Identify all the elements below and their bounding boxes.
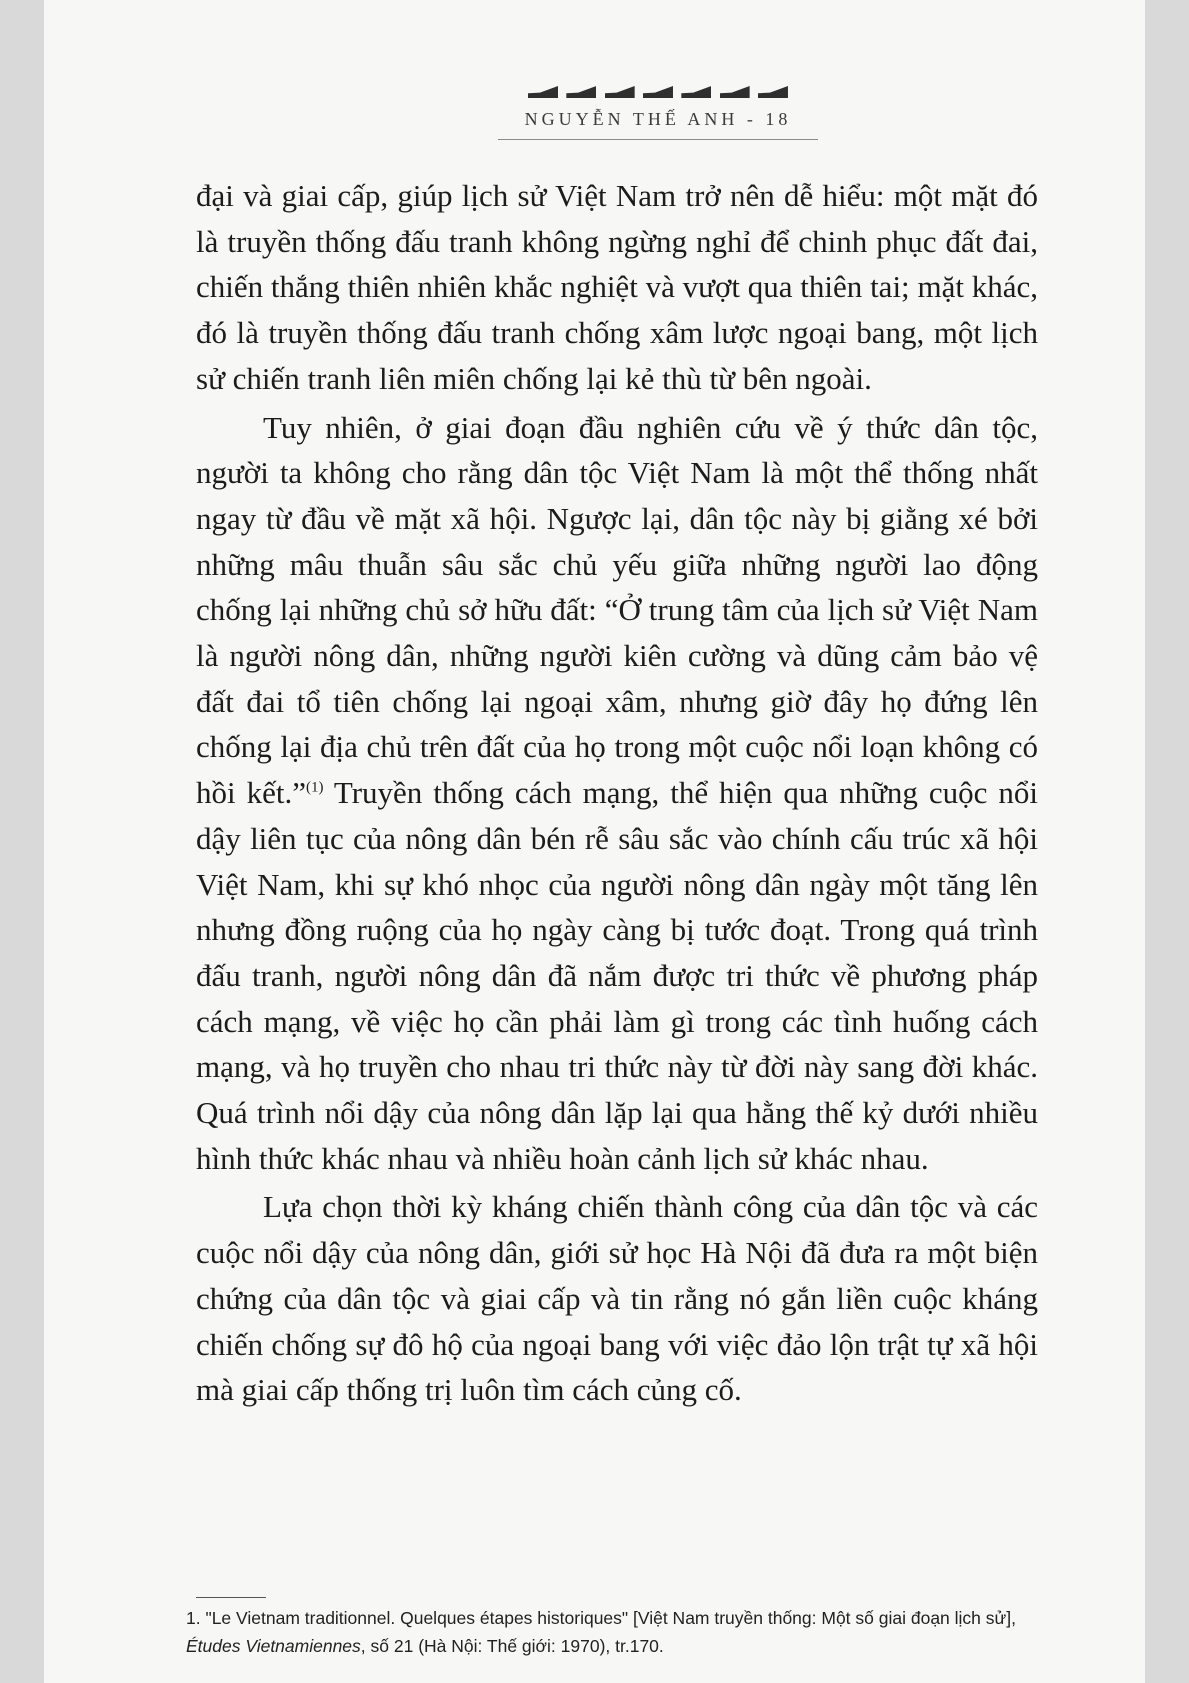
ornament-segment <box>643 86 673 98</box>
footnote-journal: Études Vietnamiennes <box>186 1636 361 1656</box>
footnote-rule <box>196 1597 266 1598</box>
paragraph-continued: đại và giai cấp, giúp lịch sử Việt Nam trở nên dễ hiểu: một mặt đó là truyền thống đấu tranh không ngừng nghỉ để chinh phục đất đai, chiến thắng thiên nhiên khắc nghiệt và vượt qua thiên tai; mặt khác, đó là truyền thống đấu tranh chống xâm lược ngoại bang, một lịch sử chiến tranh liên miên chống lại kẻ thù từ bên ngoài. <box>196 178 1038 396</box>
paragraph-2-text-cont: Truyền thống cách mạng, thể hiện qua những cuộc nổi dậy liên tục của nông dân bén rễ sâu sắc vào chính cấu trúc xã hội Việt Nam, khi sự khó nhọc của người nông dân ngày một tăng lên nhưng đồng ruộng của họ ngày càng bị tước đoạt. Trong quá trình đấu tranh, người nông dân đã nắm được tri thức về phương pháp cách mạng, về việc họ cần phải làm gì trong các tình huống cách mạng, và họ truyền cho nhau tri thức này từ đời này sang đời khác. Quá trình nổi dậy của nông dân lặp lại qua hằng thế kỷ dưới nhiều hình thức khác nhau và nhiều hoàn cảnh lịch sử khác nhau. <box>196 775 1038 1176</box>
ornament-segment <box>528 86 558 98</box>
paragraph-3: Lựa chọn thời kỳ kháng chiến thành công của dân tộc và các cuộc nổi dậy của nông dân, giới sử học Hà Nội đã đưa ra một biện chứng của dân tộc và giai cấp và tin rằng nó gắn liền cuộc kháng chiến chống sự đô hộ của ngoại bang với việc đảo lộn trật tự xã hội mà giai cấp thống trị luôn tìm cách củng cố. <box>196 1189 1038 1408</box>
header-rule <box>498 139 818 140</box>
ornament-segment <box>758 86 788 98</box>
ornament-segment <box>720 86 750 98</box>
running-head: NGUYỄN THẾ ANH - 18 <box>524 109 792 129</box>
paragraph-2-text: Tuy nhiên, ở giai đoạn đầu nghiên cứu về ý thức dân tộc, người ta không cho rằng dân tộc Việt Nam là một thể thống nhất ngay từ đầu về mặt xã hội. Ngược lại, dân tộc này bị giằng xé bởi những mâu thuẫn sâu sắc chủ yếu giữa những người lao động chống lại những chủ sở hữu đất: “Ở trung tâm của lịch sử Việt Nam là người nông dân, những người kiên cường và dũng cảm bảo vệ đất đai tổ tiên chống lại ngoại xâm, nhưng giờ đây họ đứng lên chống lại địa chủ trên đất của họ trong một cuộc nổi loạn không có hồi kết.” <box>196 409 1038 811</box>
footnote-text-end: , số 21 (Hà Nội: Thế giới: 1970), tr.170. <box>360 1636 664 1656</box>
ornament-segment <box>605 86 635 98</box>
body-text <box>196 173 1038 1416</box>
ornament-segment <box>681 86 711 98</box>
footnote-ref[interactable]: (1) <box>305 779 324 796</box>
footnote <box>186 1604 1056 1660</box>
footnote-number: 1. <box>186 1608 201 1628</box>
ornament-segment <box>566 86 596 98</box>
footnote-text: "Le Vietnam traditionnel. Quelques étapes historiques" [Việt Nam truyền thống: Một số giai đoạn lịch sử], <box>205 1608 1016 1628</box>
header-ornament <box>528 82 788 98</box>
paragraph-2 <box>196 405 1038 1182</box>
